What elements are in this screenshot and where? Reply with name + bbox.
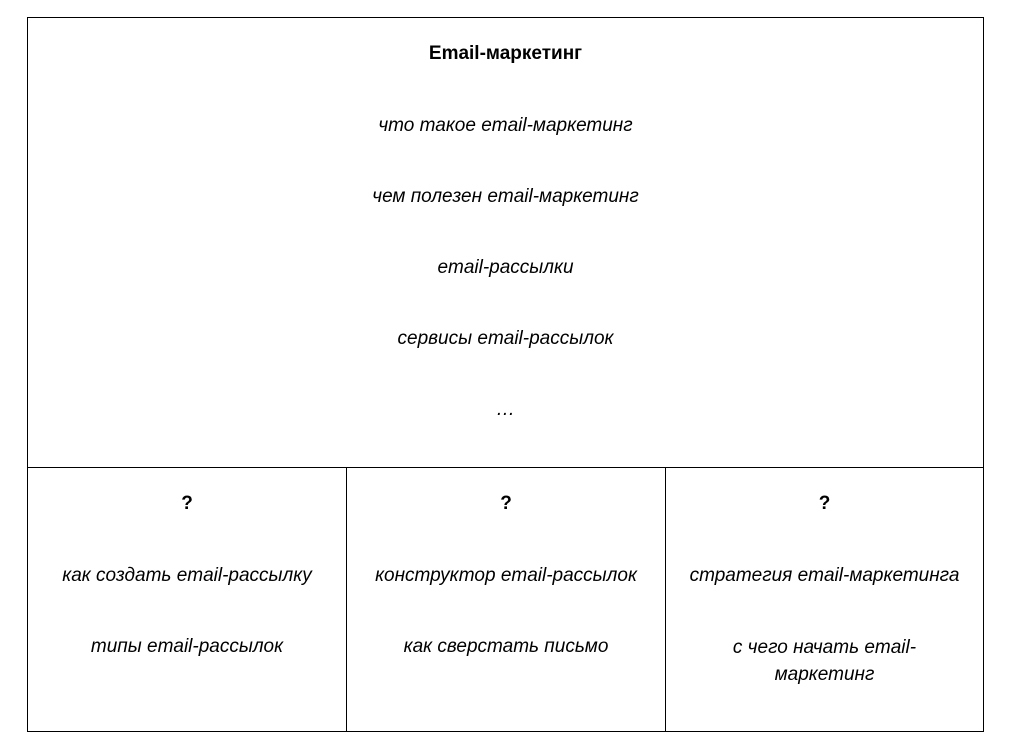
subtopic-keyword: как сверстать письмо xyxy=(403,636,609,657)
subtopic-title: ? xyxy=(818,493,831,514)
main-keyword: что такое email-маркетинг xyxy=(378,115,633,136)
subtopic-cell xyxy=(28,468,347,731)
subtopic-keyword: типы email-рассылок xyxy=(90,636,284,657)
subtopic-cell xyxy=(666,468,983,731)
main-topic-title: Email-маркетинг xyxy=(428,43,583,64)
subtopic-keyword: конструктор email-рассылок xyxy=(375,565,637,586)
main-keyword: email-рассылки xyxy=(437,257,574,278)
subtopic-title: ? xyxy=(181,493,193,514)
subtopic-cell xyxy=(347,468,666,731)
main-keyword: чем полезен email-маркетинг xyxy=(372,186,639,207)
main-topic-cell xyxy=(28,18,983,468)
cluster-table xyxy=(27,17,984,732)
subtopic-keyword: как создать email-рассылку xyxy=(62,565,312,586)
subtopic-title: ? xyxy=(500,493,512,514)
main-keyword: сервисы email-рассылок xyxy=(397,328,614,349)
main-keyword-ellipsis: … xyxy=(496,399,515,420)
subtopic-keyword: стратегия email-маркетинга xyxy=(689,565,960,586)
subtopic-keyword: с чего начать email-маркетинг xyxy=(732,637,917,685)
